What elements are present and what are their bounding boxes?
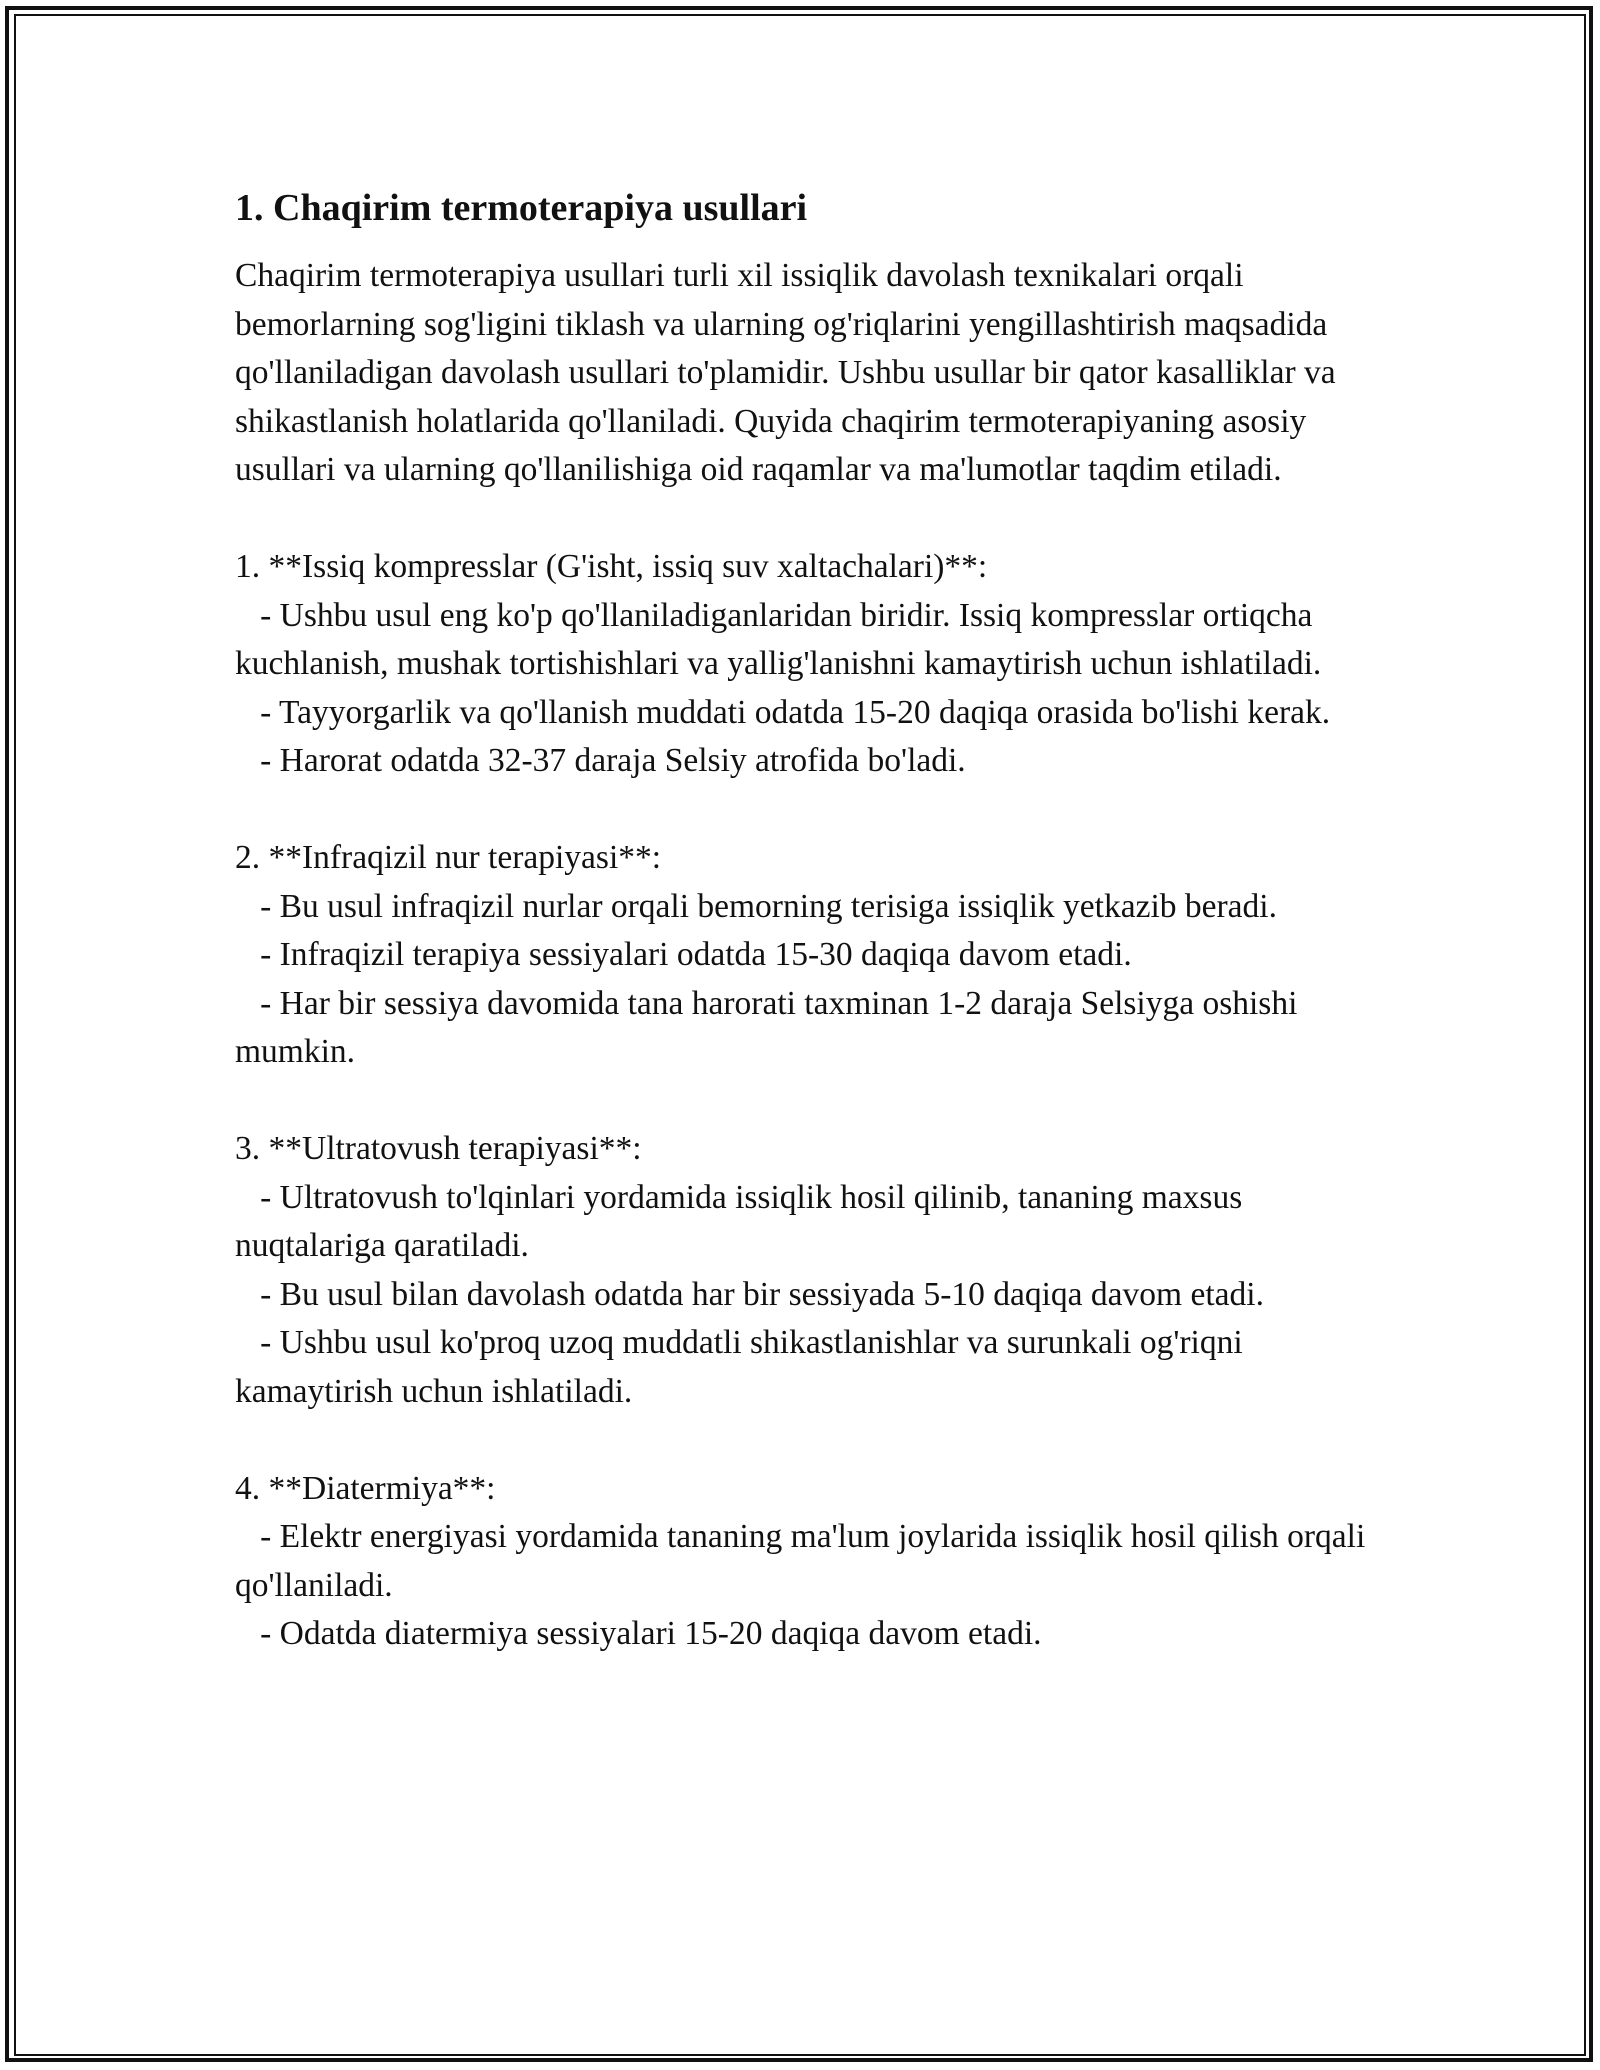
section-heading: 3. **Ultratovush terapiyasi**: (235, 1130, 642, 1167)
list-item: - Ultratovush to'lqinlari yordamida issiqlik hosil qilinib, tananing maxsus nuqtalariga qaratiladi. (235, 1178, 1251, 1264)
list-item: - Har bir sessiya davomida tana harorati taxminan 1-2 daraja Selsiyga oshishi mumkin. (235, 984, 1306, 1070)
section-ultratovush-terapiyasi (235, 1125, 1375, 1416)
list-item: - Infraqizil terapiya sessiyalari odatda 15-30 daqiqa davom etadi. (235, 936, 1132, 973)
list-item: - Harorat odatda 32-37 daraja Selsiy atrofida bo'ladi. (235, 742, 966, 779)
list-item: - Tayyorgarlik va qo'llanish muddati odatda 15-20 daqiqa orasida bo'lishi kerak. (235, 693, 1331, 731)
section-diatermiya (235, 1465, 1375, 1659)
list-item: - Odatda diatermiya sessiyalari 15-20 daqiqa davom etadi. (235, 1615, 1042, 1652)
spacer (235, 1416, 1375, 1465)
list-item: - Elektr energiyasi yordamida tananing ma'lum joylarida issiqlik hosil qilish orqali qo'llaniladi. (235, 1518, 1374, 1604)
section-heading: 1. **Issiq kompresslar (G'isht, issiq suv xaltachalari)**: (235, 548, 988, 585)
section-heading: 4. **Diatermiya**: (235, 1469, 496, 1507)
document-title: 1. Chaqirim termoterapiya usullari (235, 187, 808, 229)
section-heading: 2. **Infraqizil nur terapiyasi**: (235, 839, 662, 876)
list-item: - Bu usul bilan davolash odatda har bir sessiyada 5-10 daqiqa davom etadi. (235, 1275, 1264, 1313)
list-item: - Ushbu usul eng ko'p qo'llaniladiganlaridan biridir. Issiq kompresslar ortiqcha kuchlanish, mushak tortishishlari va yallig'lanishni kamaytirish uchun ishlatiladi. (235, 596, 1322, 682)
list-item: - Bu usul infraqizil nurlar orqali bemorning terisiga issiqlik yetkazib beradi. (235, 887, 1277, 925)
intro-paragraph: Chaqirim termoterapiya usullari turli xil issiqlik davolash texnikalari orqali bemorlarning sog'ligini tiklash va ularning og'riqlarini yengillashtirish maqsadida qo'llaniladigan davolash usullari to'plamidir. Ushbu usullar bir qator kasalliklar va shikastlanish holatlarida qo'llaniladi. Quyida chaqirim termoterapiyaning asosiy usullari va ularning qo'llanilishiga oid raqamlar va ma'lumotlar taqdim etiladi. (235, 257, 1344, 488)
spacer (235, 495, 1375, 544)
spacer (235, 786, 1375, 835)
document-body (235, 184, 1375, 1659)
spacer (235, 1077, 1375, 1126)
section-infraqizil-nur-terapiyasi (235, 834, 1375, 1077)
section-issiq-kompresslar (235, 543, 1375, 786)
list-item: - Ushbu usul ko'proq uzoq muddatli shikastlanishlar va surunkali og'riqni kamaytirish uchun ishlatiladi. (235, 1324, 1252, 1410)
